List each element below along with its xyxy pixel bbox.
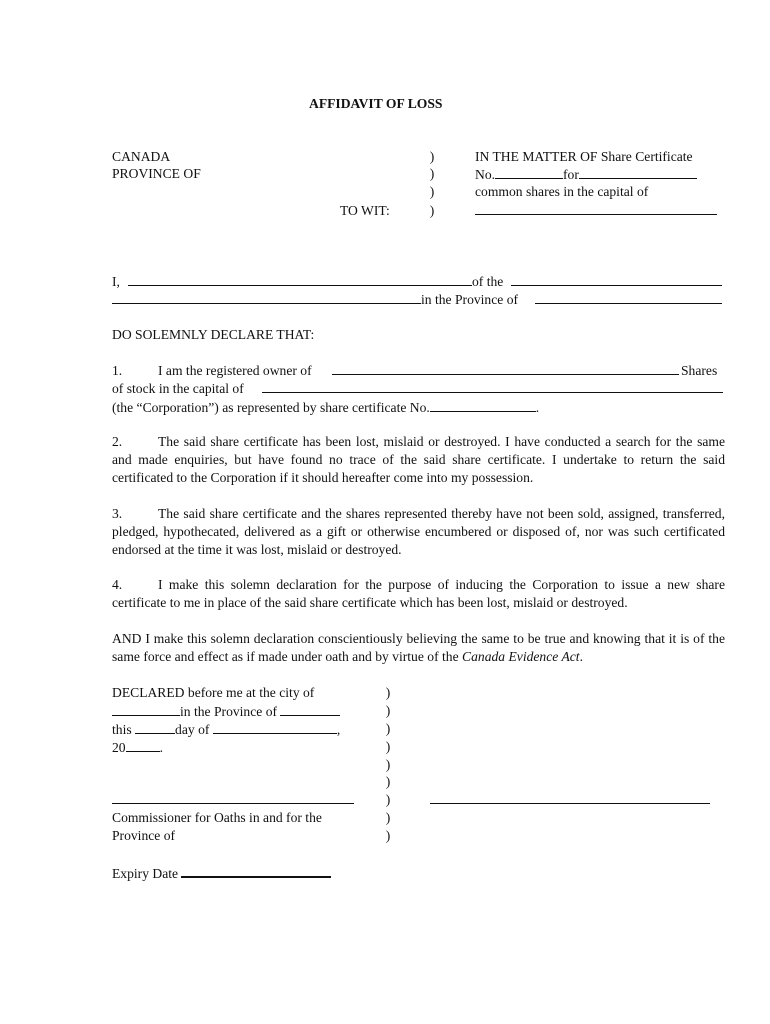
p2-text: The said share certificate has been lost, mislaid or destroyed. I have conducted a search for the same and made enquiries, but have found no trace of the said share certificate. I undertake to return the said certificated to the Corporation if it should hereafter come into my possession. (112, 434, 725, 485)
cert-number-field[interactable] (495, 165, 563, 179)
declared-province-field[interactable] (280, 702, 340, 716)
declarant-city-field[interactable] (112, 303, 421, 304)
declared-in-province: in the Province of (180, 704, 278, 719)
sig-paren: ) (385, 739, 391, 754)
matter-heading: IN THE MATTER OF Share Certificate (475, 149, 693, 164)
p3-paragraph (112, 505, 725, 559)
capital-company-field[interactable] (262, 392, 723, 393)
declared-month-field[interactable] (213, 720, 337, 734)
header-paren: ) (429, 149, 435, 164)
p1-owner-text: I am the registered owner of (158, 363, 312, 378)
intro-line1 (112, 273, 120, 291)
sig-paren: ) (385, 828, 391, 843)
commissioner-signature-field[interactable] (112, 803, 354, 804)
header-paren: ) (429, 184, 435, 199)
declared-period: . (159, 740, 163, 755)
declared-line1: DECLARED before me at the city of (112, 685, 315, 700)
declared-year: 20 (112, 740, 126, 755)
matter-for-label: for (563, 167, 579, 182)
shares-count-field[interactable] (579, 165, 697, 179)
declared-line3 (112, 720, 340, 739)
p1-corp-line (112, 398, 539, 417)
p4-text: I make this solemn declaration for the purpose of inducing the Corporation to issue a new share certificate to me in place of the said share certificate which has been lost, mislaid or destroyed. (112, 577, 725, 610)
document-title: AFFIDAVIT OF LOSS (309, 96, 443, 111)
closing-paragraph (112, 630, 725, 666)
expiry-date-field[interactable] (181, 863, 331, 878)
declarant-province-field[interactable] (535, 303, 722, 304)
p3-text: The said share certificate and the shares represented thereby have not been sold, assigned, transferred, pledged, hypothecated, delivered as a gift or otherwise encumbered or disposed of, nor was such certificated endorsed at the time it was lost, mislaid or destroyed. (112, 506, 725, 557)
expiry-label: Expiry Date (112, 866, 179, 881)
province-label: PROVINCE OF (112, 166, 201, 181)
share-cert-number-field[interactable] (430, 398, 536, 412)
declared-city-field[interactable] (112, 702, 180, 716)
declarant-locality-field[interactable] (511, 285, 722, 286)
declared-year-field[interactable] (126, 738, 160, 752)
declare-heading: DO SOLEMNLY DECLARE THAT: (112, 327, 315, 342)
company-name-field[interactable] (475, 214, 717, 215)
header-paren: ) (429, 203, 435, 218)
p1-period: . (535, 400, 540, 415)
commissioner-line2: Province of (112, 828, 176, 843)
declared-line4 (112, 738, 163, 757)
commissioner-line1: Commissioner for Oaths in and for the (112, 810, 322, 825)
sig-paren: ) (385, 792, 391, 807)
matter-capital-label: common shares in the capital of (475, 184, 649, 199)
p3-number: 3. (112, 506, 123, 521)
declarant-signature-field[interactable] (430, 803, 710, 804)
p1-number: 1. (112, 363, 123, 378)
to-wit-label: TO WIT: (340, 203, 390, 218)
intro-of-the: of the (472, 274, 504, 289)
sig-paren: ) (385, 757, 391, 772)
declared-day-of: day of (175, 722, 210, 737)
declarant-name-field[interactable] (128, 285, 472, 286)
owner-name-field[interactable] (332, 374, 679, 375)
closing-period: . (579, 649, 583, 664)
p2-paragraph (112, 433, 725, 487)
closing-text: AND I make this solemn declaration conscientiously believing the same to be true and knowing that it is of the same force and effect as if made under oath and by virtue of the (112, 631, 725, 664)
intro-i: I, (112, 274, 120, 289)
matter-no-label: No. (475, 167, 496, 182)
expiry-line (112, 863, 331, 883)
p1-shares-label: Shares (681, 363, 718, 378)
declared-day-field[interactable] (135, 720, 175, 734)
sig-paren: ) (385, 810, 391, 825)
country-label: CANADA (112, 149, 171, 164)
intro-in-province: in the Province of (421, 292, 519, 307)
p1-stock-label: of stock in the capital of (112, 381, 244, 396)
p2-number: 2. (112, 434, 123, 449)
p4-number: 4. (112, 577, 123, 592)
sig-paren: ) (385, 703, 391, 718)
p4-paragraph (112, 576, 725, 612)
sig-paren: ) (385, 774, 391, 789)
declared-line2 (112, 702, 340, 721)
sig-paren: ) (385, 685, 391, 700)
header-paren: ) (429, 166, 435, 181)
sig-paren: ) (385, 721, 391, 736)
matter-cert-line (475, 165, 697, 184)
declared-comma: , (336, 722, 341, 737)
p1-corp-text: (the “Corporation”) as represented by share certificate No. (112, 400, 430, 415)
p1-line1 (112, 362, 312, 380)
declared-this: this (112, 722, 132, 737)
closing-act: Canada Evidence Act (462, 649, 580, 664)
